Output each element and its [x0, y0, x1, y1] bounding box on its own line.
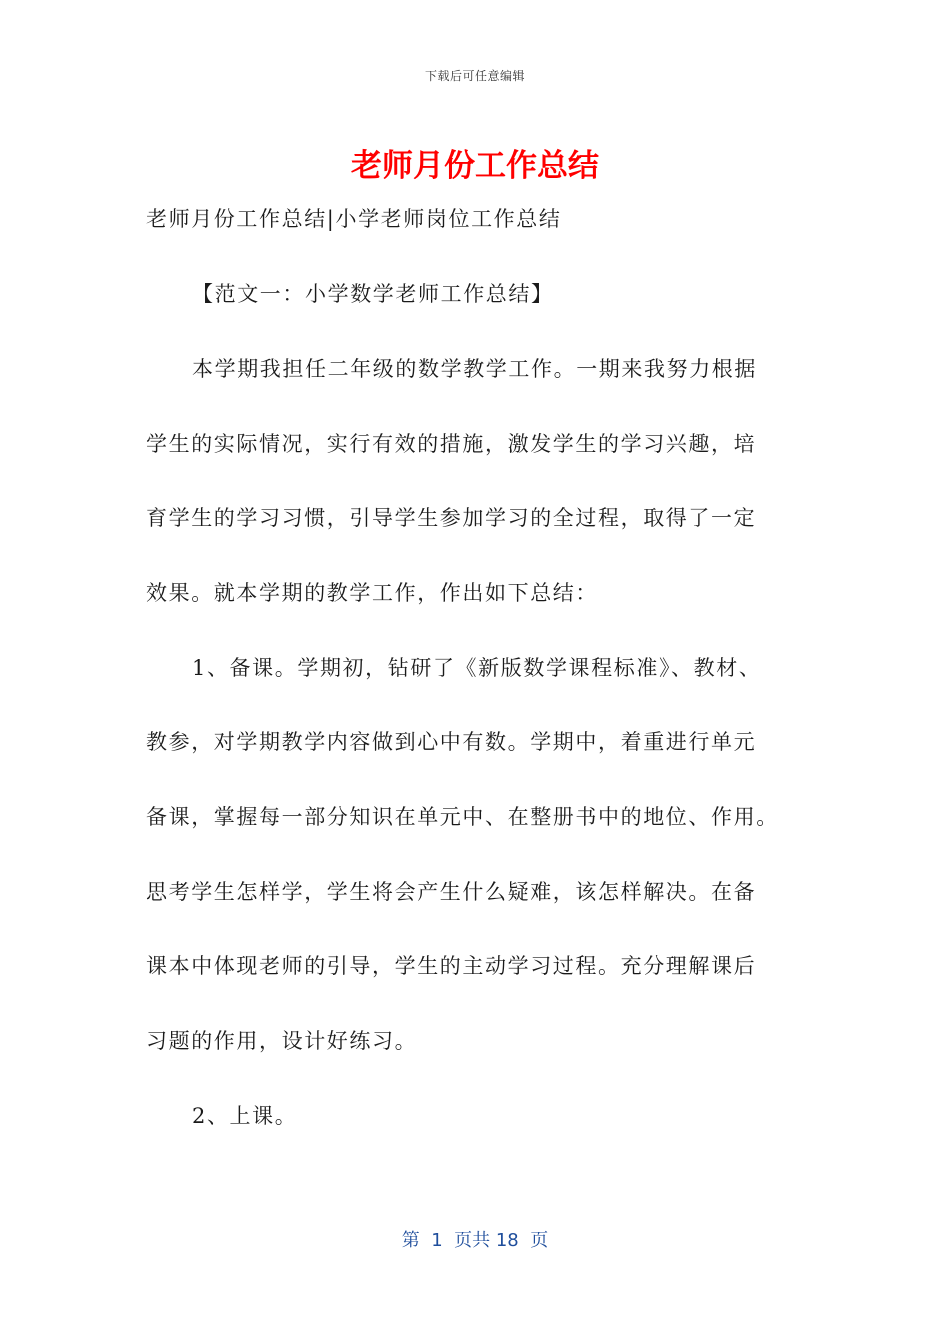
- body-line: 备课，掌握每一部分知识在单元中、在整册书中的地位、作用。: [146, 805, 779, 829]
- header-note: 下载后可任意编辑: [424, 69, 525, 83]
- body-line: 习题的作用，设计好练习。: [146, 1029, 418, 1053]
- body-line: 1、备课。学期初，钻研了《新版数学课程标准》、教材、: [192, 656, 762, 680]
- body-line: 育学生的学习习惯，引导学生参加学习的全过程，取得了一定: [146, 506, 757, 530]
- section-heading: 【范文一：小学数学老师工作总结】: [192, 282, 554, 306]
- body-line: 2、上课。: [192, 1104, 298, 1128]
- body-line: 效果。就本学期的教学工作，作出如下总结：: [146, 581, 598, 605]
- document-title: 老师月份工作总结: [351, 148, 599, 184]
- body-line: 课本中体现老师的引导，学生的主动学习过程。充分理解课后: [146, 954, 757, 978]
- page-footer: 第 1 页共 18 页: [401, 1230, 549, 1251]
- body-line: 思考学生怎样学，学生将会产生什么疑难，该怎样解决。在备: [146, 880, 757, 904]
- subtitle: 老师月份工作总结|小学老师岗位工作总结: [146, 207, 562, 231]
- body-line: 教参，对学期教学内容做到心中有数。学期中，着重进行单元: [146, 730, 757, 754]
- body-line: 学生的实际情况，实行有效的措施，激发学生的学习兴趣，培: [146, 432, 757, 456]
- body-line: 本学期我担任二年级的数学教学工作。一期来我努力根据: [192, 357, 757, 381]
